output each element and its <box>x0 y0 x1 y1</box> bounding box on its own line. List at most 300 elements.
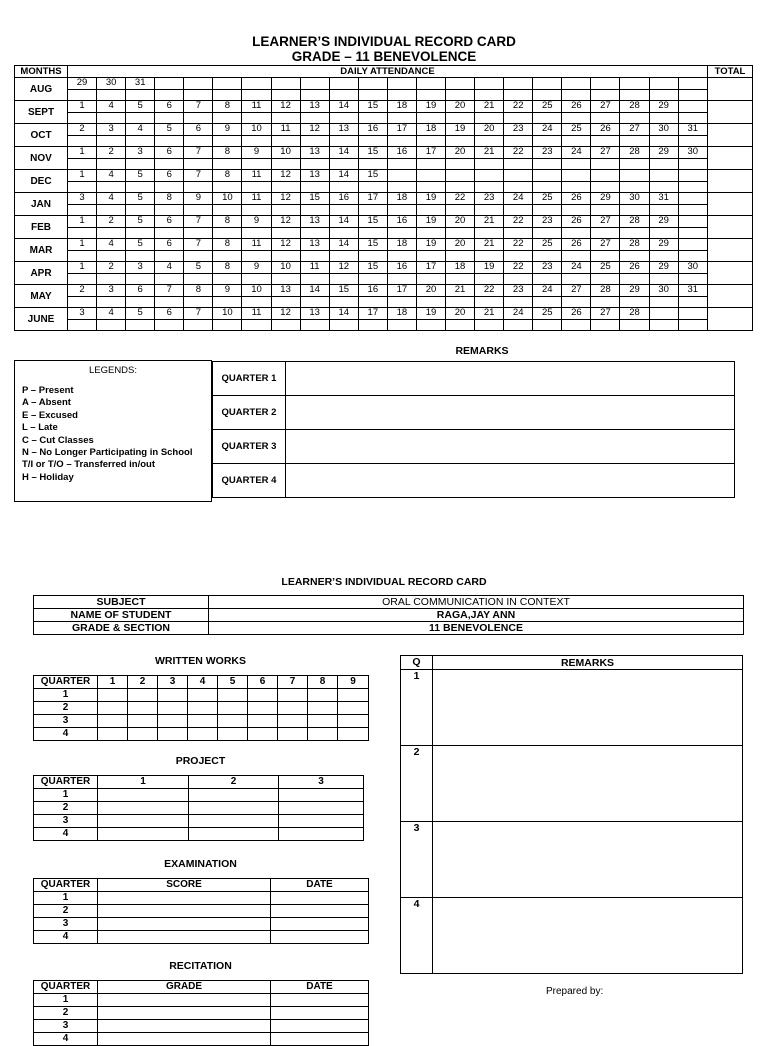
grid-header-cell: DATE <box>271 981 369 994</box>
remarks-row <box>401 822 743 898</box>
mark-cell <box>155 136 184 147</box>
day-number: 29 <box>620 285 649 297</box>
mark-cell <box>126 90 155 101</box>
day-number: 12 <box>271 239 300 251</box>
day-number: 5 <box>126 216 155 228</box>
day-number: 9 <box>242 147 271 159</box>
mark-cell <box>329 228 358 239</box>
mark-cell <box>620 113 649 124</box>
mark-cell <box>533 90 562 101</box>
attendance-row <box>15 101 753 113</box>
mark-cell <box>271 274 300 285</box>
mark-cell <box>68 251 97 262</box>
remarks-cell <box>433 822 743 898</box>
daily-attendance-header: DAILY ATTENDANCE <box>68 66 708 78</box>
legend-item: P – Present <box>22 385 74 396</box>
mark-cell <box>562 274 591 285</box>
day-number: 5 <box>155 124 184 136</box>
mark-cell <box>562 136 591 147</box>
mark-cell <box>446 205 475 216</box>
grid-cell <box>98 994 271 1007</box>
mark-cell <box>97 320 126 331</box>
remarks-quarter: 3 <box>401 822 433 898</box>
attendance-row <box>15 124 753 136</box>
grid-row <box>34 689 369 702</box>
day-cell <box>155 78 184 90</box>
mark-cell <box>184 251 213 262</box>
mark-cell <box>649 182 678 193</box>
grid-cell <box>271 1020 369 1033</box>
mark-cell <box>504 182 533 193</box>
grid-header-cell: 7 <box>278 676 308 689</box>
day-number: 29 <box>591 193 620 205</box>
info-label: GRADE & SECTION <box>34 622 209 635</box>
day-number: 26 <box>562 308 591 320</box>
day-number: 12 <box>271 193 300 205</box>
day-number: 16 <box>387 216 416 228</box>
grid-header-cell: QUARTER <box>34 776 98 789</box>
attendance-row <box>15 285 753 297</box>
grid-cell <box>98 815 189 828</box>
day-number: 10 <box>242 285 271 297</box>
mark-cell <box>68 113 97 124</box>
day-number: 24 <box>504 308 533 320</box>
mark-cell <box>416 205 445 216</box>
day-number: 22 <box>504 216 533 228</box>
mark-cell <box>358 182 387 193</box>
day-number: 28 <box>620 147 649 159</box>
day-number: 23 <box>504 124 533 136</box>
day-number: 19 <box>475 262 504 274</box>
day-number: 10 <box>213 308 242 320</box>
mark-cell <box>678 136 707 147</box>
grid-cell <box>128 728 158 741</box>
mark-cell <box>155 297 184 308</box>
mark-cell <box>416 113 445 124</box>
remarks-cell <box>433 898 743 974</box>
month-label: JUNE <box>15 308 68 331</box>
mark-cell <box>300 136 329 147</box>
mark-cell <box>620 136 649 147</box>
day-number: 28 <box>620 216 649 228</box>
remarks-quarter: 1 <box>401 670 433 746</box>
day-number: 14 <box>329 216 358 228</box>
day-number: 31 <box>126 78 155 90</box>
mark-cell <box>620 90 649 101</box>
mark-cell <box>68 159 97 170</box>
grid-cell <box>188 715 218 728</box>
day-number: 20 <box>416 285 445 297</box>
grid-row <box>34 918 369 931</box>
mark-cell <box>475 136 504 147</box>
quarter-remark-cell <box>286 430 735 464</box>
day-number: 23 <box>533 262 562 274</box>
day-cell <box>242 78 271 90</box>
legend-item: E – Excused <box>22 409 78 421</box>
day-number: 7 <box>184 308 213 320</box>
day-cell <box>649 308 678 320</box>
month-label: JAN <box>15 193 68 216</box>
mark-cell <box>358 205 387 216</box>
day-number: 24 <box>562 147 591 159</box>
mark-cell <box>126 113 155 124</box>
day-cell <box>184 78 213 90</box>
mark-cell <box>533 182 562 193</box>
mark-cell <box>387 251 416 262</box>
day-number: 25 <box>533 193 562 205</box>
day-number: 3 <box>126 147 155 159</box>
mark-cell <box>358 136 387 147</box>
day-number: 22 <box>504 239 533 251</box>
month-label: NOV <box>15 147 68 170</box>
attendance-mark-row <box>15 90 753 101</box>
mark-cell <box>649 297 678 308</box>
day-number: 10 <box>271 147 300 159</box>
mark-cell <box>533 297 562 308</box>
legend-item: C – Cut Classes <box>22 434 94 446</box>
mark-cell <box>504 228 533 239</box>
grid-row <box>34 1033 369 1046</box>
mark-cell <box>475 228 504 239</box>
day-number: 6 <box>155 101 184 113</box>
legend-title: LEGENDS: <box>88 365 138 376</box>
mark-cell <box>678 251 707 262</box>
day-number: 8 <box>213 147 242 159</box>
quarter-number: 3 <box>34 1020 98 1033</box>
mark-cell <box>446 90 475 101</box>
day-number: 6 <box>184 124 213 136</box>
day-number: 9 <box>184 193 213 205</box>
day-cell <box>620 78 649 90</box>
mark-cell <box>591 159 620 170</box>
month-label: OCT <box>15 124 68 147</box>
legend-item: A – Absent <box>22 397 71 409</box>
mark-cell <box>678 228 707 239</box>
day-number: 14 <box>329 147 358 159</box>
mark-cell <box>387 320 416 331</box>
quarter-number: 2 <box>34 1007 98 1020</box>
day-number: 30 <box>649 285 678 297</box>
attendance-row <box>15 147 753 159</box>
mark-cell <box>504 297 533 308</box>
total-cell <box>707 239 752 262</box>
mark-cell <box>358 90 387 101</box>
mark-cell <box>184 159 213 170</box>
attendance-mark-row <box>15 205 753 216</box>
day-cell <box>271 78 300 90</box>
grid-header-cell: 1 <box>98 676 128 689</box>
remarks-row <box>401 898 743 974</box>
grid-header-cell: QUARTER <box>34 981 98 994</box>
recitation-table <box>33 980 369 1046</box>
day-number: 24 <box>504 193 533 205</box>
grid-cell <box>279 789 364 802</box>
mark-cell <box>358 159 387 170</box>
mark-cell <box>242 274 271 285</box>
mark-cell <box>387 182 416 193</box>
day-number: 22 <box>504 101 533 113</box>
quarter-number: 4 <box>34 931 98 944</box>
mark-cell <box>533 159 562 170</box>
day-cell <box>329 78 358 90</box>
mark-cell <box>387 113 416 124</box>
grid-cell <box>98 1007 271 1020</box>
day-number: 5 <box>126 193 155 205</box>
day-number: 20 <box>475 124 504 136</box>
day-number: 16 <box>358 124 387 136</box>
month-label: MAY <box>15 285 68 308</box>
day-number: 21 <box>475 308 504 320</box>
day-number: 29 <box>649 239 678 251</box>
day-number: 30 <box>620 193 649 205</box>
grid-cell <box>188 702 218 715</box>
grid-cell <box>98 702 128 715</box>
day-number: 7 <box>184 101 213 113</box>
day-cell <box>533 170 562 182</box>
legend-item: L – Late <box>22 422 58 434</box>
day-cell <box>533 78 562 90</box>
grid-cell <box>248 689 278 702</box>
quarter-remark-cell <box>286 396 735 430</box>
day-number: 23 <box>504 285 533 297</box>
grid-header-cell: 8 <box>308 676 338 689</box>
mark-cell <box>446 320 475 331</box>
mark-cell <box>504 159 533 170</box>
project-table <box>33 775 364 841</box>
mark-cell <box>678 205 707 216</box>
attendance-mark-row <box>15 136 753 147</box>
day-number: 13 <box>271 285 300 297</box>
mark-cell <box>242 159 271 170</box>
total-cell <box>707 78 752 101</box>
remarks-header-row <box>401 656 743 670</box>
grid-cell <box>338 702 369 715</box>
mark-cell <box>533 205 562 216</box>
grid-cell <box>271 994 369 1007</box>
day-number: 15 <box>358 239 387 251</box>
attendance-table <box>14 65 753 331</box>
quarter-remark-cell <box>286 464 735 498</box>
grid-cell <box>271 918 369 931</box>
grid-cell <box>98 728 128 741</box>
student-info-table <box>33 595 744 635</box>
mark-cell <box>678 297 707 308</box>
quarter-number: 4 <box>34 1033 98 1046</box>
day-number: 20 <box>446 101 475 113</box>
mark-cell <box>242 297 271 308</box>
mark-cell <box>126 136 155 147</box>
day-cell <box>387 170 416 182</box>
mark-cell <box>562 90 591 101</box>
day-cell <box>562 78 591 90</box>
mark-cell <box>68 228 97 239</box>
month-label: MAR <box>15 239 68 262</box>
grid-cell <box>98 1020 271 1033</box>
total-cell <box>707 308 752 331</box>
day-number: 5 <box>184 262 213 274</box>
mark-cell <box>591 274 620 285</box>
mark-cell <box>271 113 300 124</box>
day-number: 30 <box>678 262 707 274</box>
mark-cell <box>155 228 184 239</box>
mark-cell <box>533 274 562 285</box>
mark-cell <box>620 274 649 285</box>
mark-cell <box>126 297 155 308</box>
q-header: Q <box>401 656 433 670</box>
day-number: 26 <box>620 262 649 274</box>
mark-cell <box>358 320 387 331</box>
mark-cell <box>620 297 649 308</box>
mark-cell <box>242 251 271 262</box>
day-cell <box>387 78 416 90</box>
grid-cell <box>279 802 364 815</box>
mark-cell <box>155 90 184 101</box>
quarter-remark-row <box>213 362 735 396</box>
day-cell <box>678 216 707 228</box>
day-number: 18 <box>416 124 445 136</box>
attendance-mark-row <box>15 251 753 262</box>
day-number: 20 <box>446 147 475 159</box>
day-number: 29 <box>649 101 678 113</box>
month-label: AUG <box>15 78 68 101</box>
attendance-row <box>15 262 753 274</box>
day-number: 3 <box>97 285 126 297</box>
quarter-remark-cell <box>286 362 735 396</box>
attendance-row <box>15 308 753 320</box>
mark-cell <box>562 297 591 308</box>
info-value: ORAL COMMUNICATION IN CONTEXT <box>209 596 744 609</box>
day-cell <box>591 78 620 90</box>
day-number: 17 <box>387 124 416 136</box>
day-number: 27 <box>591 101 620 113</box>
info-row <box>34 609 744 622</box>
mark-cell <box>300 205 329 216</box>
mark-cell <box>184 90 213 101</box>
day-cell <box>678 170 707 182</box>
grid-header-cell: QUARTER <box>34 879 98 892</box>
day-number: 9 <box>213 285 242 297</box>
mark-cell <box>475 251 504 262</box>
day-number: 11 <box>242 101 271 113</box>
day-number: 27 <box>591 308 620 320</box>
mark-cell <box>416 182 445 193</box>
day-number: 21 <box>446 285 475 297</box>
mark-cell <box>155 320 184 331</box>
grid-cell <box>278 728 308 741</box>
mark-cell <box>329 320 358 331</box>
mark-cell <box>329 136 358 147</box>
day-cell <box>678 101 707 113</box>
quarter-remarks-table <box>212 361 735 498</box>
mark-cell <box>271 182 300 193</box>
day-number: 9 <box>213 124 242 136</box>
day-cell <box>475 78 504 90</box>
mark-cell <box>591 113 620 124</box>
grid-cell <box>279 828 364 841</box>
day-number: 4 <box>97 170 126 182</box>
day-number: 26 <box>591 124 620 136</box>
day-number: 6 <box>155 308 184 320</box>
grid-cell <box>308 689 338 702</box>
mark-cell <box>68 90 97 101</box>
mark-cell <box>242 90 271 101</box>
day-number: 7 <box>184 216 213 228</box>
mark-cell <box>242 113 271 124</box>
day-cell <box>678 239 707 251</box>
day-number: 19 <box>446 124 475 136</box>
day-number: 5 <box>126 239 155 251</box>
day-number: 21 <box>475 147 504 159</box>
info-row <box>34 596 744 609</box>
mark-cell <box>329 182 358 193</box>
day-number: 28 <box>620 239 649 251</box>
mark-cell <box>97 90 126 101</box>
remarks-title: REMARKS <box>455 345 509 357</box>
day-cell <box>678 193 707 205</box>
grid-header-cell: QUARTER <box>34 676 98 689</box>
grid-row <box>34 728 369 741</box>
day-number: 25 <box>591 262 620 274</box>
day-number: 28 <box>591 285 620 297</box>
day-number: 14 <box>329 101 358 113</box>
grid-cell <box>278 689 308 702</box>
mark-cell <box>678 320 707 331</box>
recitation-title: RECITATION <box>169 960 232 972</box>
day-number: 4 <box>97 308 126 320</box>
quarter-number: 2 <box>34 905 98 918</box>
grid-header-cell: 2 <box>189 776 279 789</box>
day-cell <box>504 170 533 182</box>
mark-cell <box>649 320 678 331</box>
mark-cell <box>213 113 242 124</box>
mark-cell <box>446 228 475 239</box>
mark-cell <box>591 320 620 331</box>
grid-cell <box>308 715 338 728</box>
grid-row <box>34 1020 369 1033</box>
attendance-row <box>15 216 753 228</box>
quarter-number: 2 <box>34 802 98 815</box>
day-number: 2 <box>68 124 97 136</box>
mark-cell <box>184 297 213 308</box>
day-number: 11 <box>300 262 329 274</box>
day-number: 5 <box>126 308 155 320</box>
grid-header-cell: 1 <box>98 776 189 789</box>
grid-row <box>34 828 364 841</box>
mark-cell <box>446 182 475 193</box>
legend-item: H – Holiday <box>22 471 74 483</box>
day-number: 19 <box>416 101 445 113</box>
mark-cell <box>591 90 620 101</box>
grid-header-cell: 5 <box>218 676 248 689</box>
mark-cell <box>475 320 504 331</box>
total-cell <box>707 193 752 216</box>
attendance-mark-row <box>15 297 753 308</box>
grid-cell <box>98 789 189 802</box>
mark-cell <box>213 205 242 216</box>
mark-cell <box>533 228 562 239</box>
day-cell <box>416 170 445 182</box>
mark-cell <box>416 228 445 239</box>
month-label: SEPT <box>15 101 68 124</box>
grid-row <box>34 994 369 1007</box>
day-number: 15 <box>358 170 387 182</box>
mark-cell <box>416 320 445 331</box>
mark-cell <box>387 205 416 216</box>
attendance-mark-row <box>15 274 753 285</box>
grid-cell <box>98 715 128 728</box>
grid-cell <box>218 689 248 702</box>
day-number: 1 <box>68 216 97 228</box>
